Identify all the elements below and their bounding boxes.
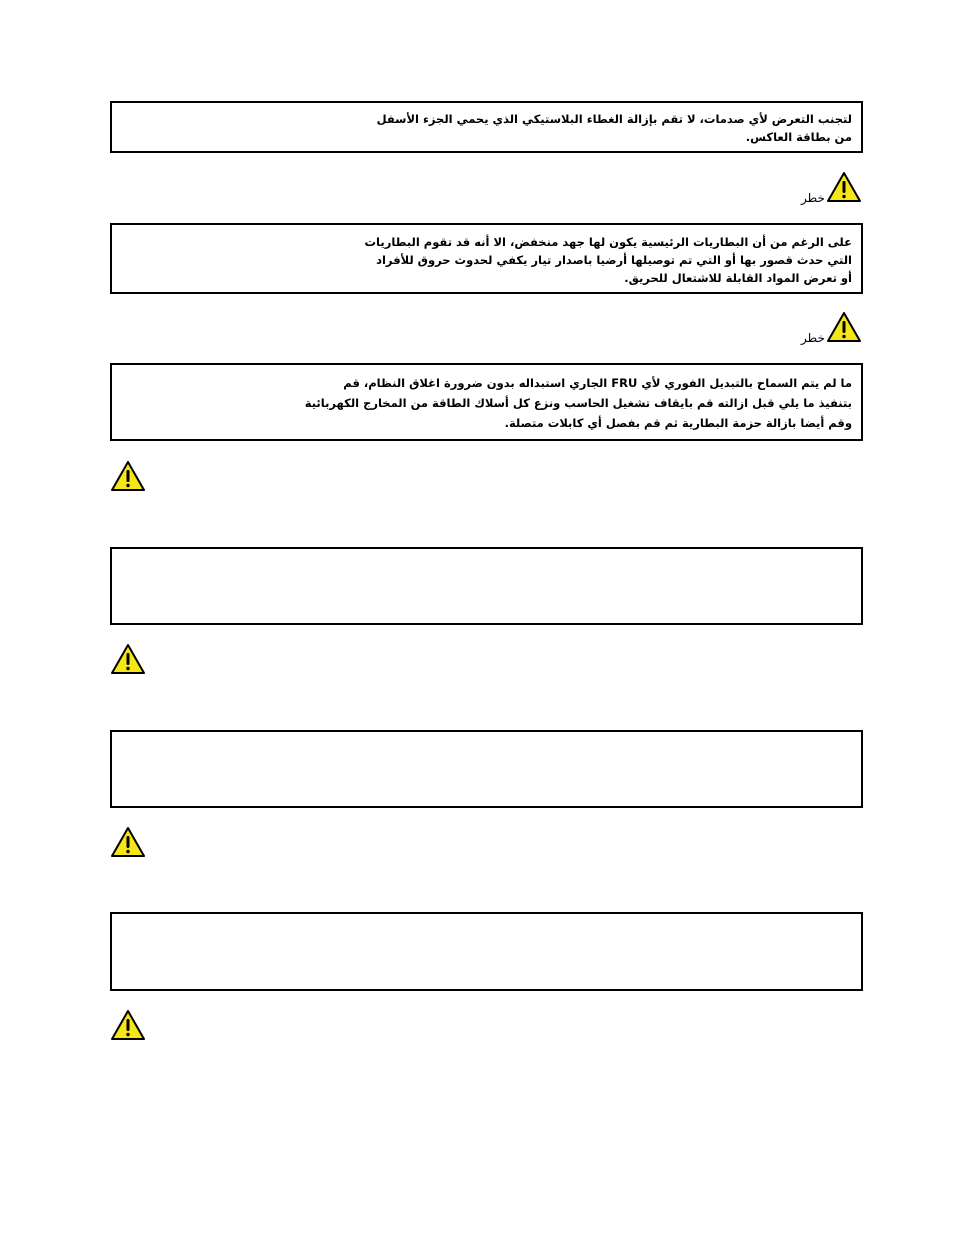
notice-1-line-2: من بطاقة العاكس. [745, 130, 852, 144]
notice-text-2 [365, 233, 853, 287]
notice-2-line-3: أو تعرض المواد القابلة للاشتعال للحريق. [624, 271, 852, 285]
notice-1-line-1: لتجنب التعرض لأي صدمات، لا تقم بإزالة الغطاء البلاستيكي الذي يحمي الجزء الأسفل [376, 112, 852, 126]
warning-triangle-icon [110, 826, 146, 858]
notice-3-line-1: ما لم يتم السماح بالتبديل الفوري لأي FRU الجاري استبداله بدون ضرورة اغلاق النظام، قم [343, 376, 852, 390]
notice-text-1 [377, 110, 852, 146]
notice-box-6 [110, 912, 863, 991]
notice-box-5 [110, 730, 863, 808]
danger-label-1: خطر [801, 191, 825, 205]
notice-3-line-2: بتنفيذ ما يلي قبل ازالته قم بايقاف تشغيل الحاسب ونزع كل أسلاك الطاقة من المخارج الكهربائية [304, 396, 852, 410]
warning-triangle-icon [110, 1009, 146, 1041]
notice-2-line-1: على الرغم من أن البطاريات الرئيسية يكون لها جهد منخفض، الا أنه قد تقوم البطاريات [364, 235, 852, 249]
notice-box-4 [110, 547, 863, 625]
danger-label-2: خطر [801, 331, 825, 345]
notice-3-line-3: وقم أيضا بازالة حزمة البطارية ثم قم بفصل أي كابلات متصلة. [504, 416, 852, 430]
notice-box-1 [110, 101, 863, 153]
warning-triangle-icon [826, 171, 862, 203]
warning-triangle-icon [110, 460, 146, 492]
notice-text-3 [305, 373, 852, 433]
notice-2-line-2: التي حدث قصور بها أو التي تم توصيلها أرضيا باصدار تيار يكفي لحدوث حروق للأفراد [376, 253, 852, 267]
warning-triangle-icon [826, 311, 862, 343]
warning-triangle-icon [110, 643, 146, 675]
notice-box-3 [110, 363, 863, 441]
notice-box-2 [110, 223, 863, 294]
